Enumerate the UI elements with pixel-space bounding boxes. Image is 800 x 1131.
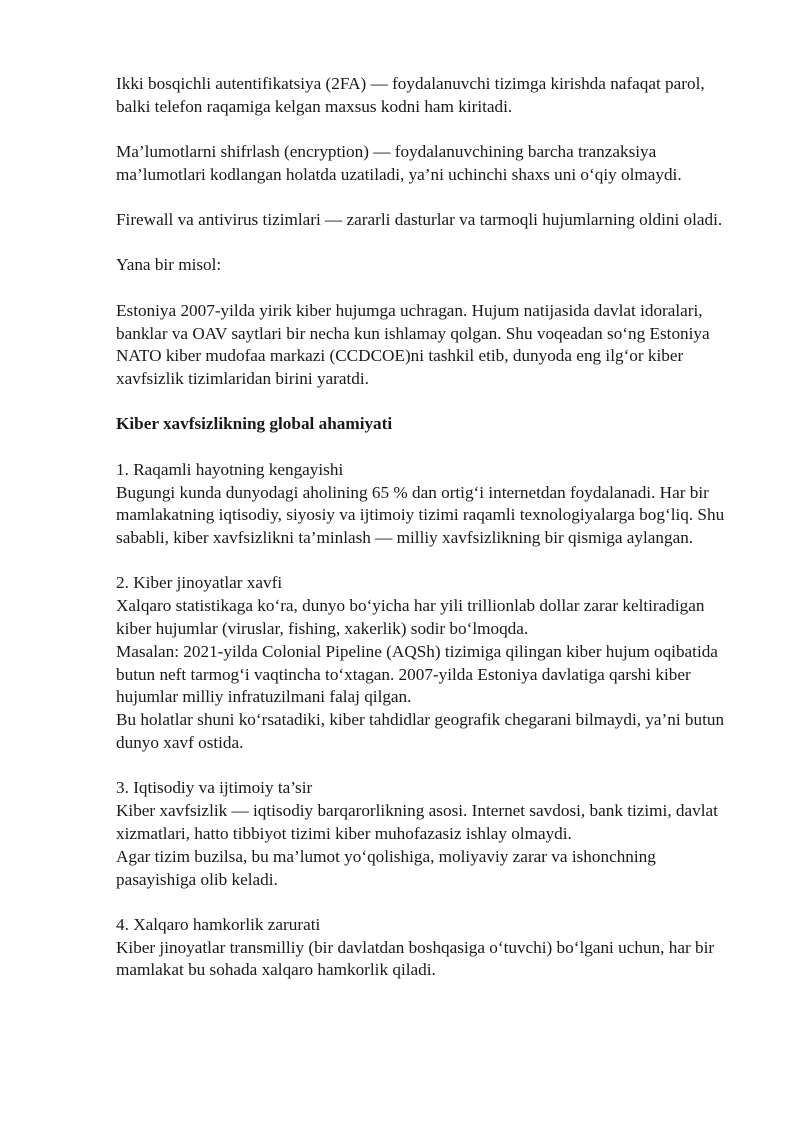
section-digital-life [116,459,736,550]
paragraph-encryption: Ma’lumotlarni shifrlash (encryption) — foydalanuvchining barcha tranzaksiya ma’lumotlari kodlangan holatda uzatiladi, ya’ni uchinchi shaxs uni o‘qiy olmaydi. [116,142,682,184]
paragraph-2fa: Ikki bosqichli autentifikatsiya (2FA) — foydalanuvchi tizimga kirishda nafaqat parol, balki telefon raqamiga kelgan maxsus kodni ham kiritadi. [116,74,705,116]
section-title: 1. Raqamli hayotning kengayishi [116,459,344,479]
document-body [116,73,736,1005]
section-title: 4. Xalqaro hamkorlik zarurati [116,914,321,934]
paragraph-firewall: Firewall va antivirus tizimlari — zararli dasturlar va tarmoqli hujumlarning oldini oladi. [116,210,723,230]
section-text: Agar tizim buzilsa, bu ma’lumot yo‘qolishiga, moliyaviy zarar va ishonchning pasayishiga olib keladi. [116,846,656,889]
section-heading: Kiber xavfsizlikning global ahamiyati [116,414,393,434]
section-title: 3. Iqtisodiy va ijtimoiy ta’sir [116,778,313,798]
section-economic-social-impact [116,777,736,891]
section-text: Bu holatlar shuni ko‘rsatadiki, kiber tahdidlar geografik chegarani bilmaydi, ya’ni butun dunyo xavf ostida. [116,710,725,753]
paragraph-another-example: Yana bir misol: [116,255,222,275]
section-title: 2. Kiber jinoyatlar xavfi [116,573,283,593]
section-text: Masalan: 2021-yilda Colonial Pipeline (AQSh) tizimiga qilingan kiber hujum oqibatida butun neft tarmog‘i vaqtincha to‘xtagan. 2007-yilda Estoniya davlatiga qarshi kiber hujumlar milliy infratuzilmani falaj qilgan. [116,641,718,707]
section-international-cooperation [116,914,736,982]
section-text: Xalqaro statistikaga ko‘ra, dunyo bo‘yicha har yili trillionlab dollar zarar keltiradigan kiber hujumlar (viruslar, fishing, xakerlik) sodir bo‘lmoqda. [116,596,705,639]
paragraph-estonia: Estoniya 2007-yilda yirik kiber hujumga uchragan. Hujum natijasida davlat idoralari, banklar va OAV saytlari bir necha kun ishlamay qolgan. Shu voqeadan so‘ng Estoniya NATO kiber mudofaa markazi (CCDCOE)ni tashkil etib, dunyoda eng ilg‘or kiber xavfsizlik tizimlaridan birini yaratdi. [116,300,710,389]
section-text: Bugungi kunda dunyodagi aholining 65 % dan ortig‘i internetdan foydalanadi. Har bir mamlakatning iqtisodiy, siyosiy va ijtimoiy tizimi raqamli texnologiyalarga bog‘liq. Shu sababli, kiber xavfsizlikni ta’minlash — milliy xavfsizlikning bir qismiga aylangan. [116,482,725,548]
section-text: Kiber xavfsizlik — iqtisodiy barqarorlikning asosi. Internet savdosi, bank tizimi, davlat xizmatlari, hatto tibbiyot tizimi kiber muhofazasiz ishlay olmaydi. [116,801,718,843]
section-text: Kiber jinoyatlar transmilliy (bir davlatdan boshqasiga o‘tuvchi) bo‘lgani uchun, har bir mamlakat bu sohada xalqaro hamkorlik qiladi. [116,937,715,980]
section-cybercrime-threat [116,572,736,754]
